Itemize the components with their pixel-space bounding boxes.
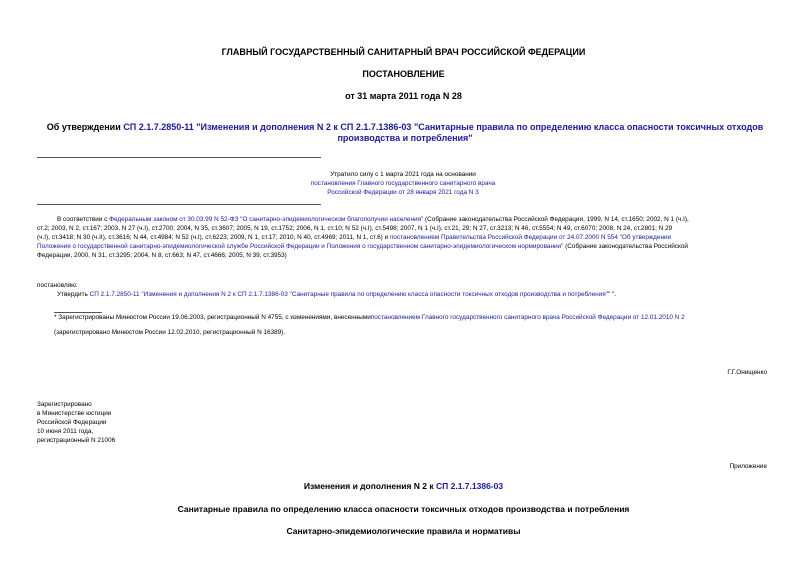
divider: [37, 204, 321, 205]
status-link-1[interactable]: постановления Главного государственного санитарного врача: [310, 180, 496, 187]
approve-prefix: Утвердить: [57, 291, 90, 298]
appendix-label: Приложение: [729, 463, 767, 470]
federal-law-link[interactable]: Федеральным законом от 30.03.99 N 52-ФЗ "О санитарно-эпидемиологическом благополучии населения": [109, 216, 424, 223]
appendix-title-link[interactable]: СП 2.1.7.1386-03: [436, 481, 504, 491]
government-decree-link-cont[interactable]: Положения о государственной санитарно-эпидемиологической службе Российской Федерации и Положения о государственном санитарно-эпидемиологическом нормировании": [37, 243, 564, 250]
title-prefix: Об утверждении: [46, 122, 124, 132]
issuing-authority: ГЛАВНЫЙ ГОСУДАРСТВЕННЫЙ САНИТАРНЫЙ ВРАЧ РОССИЙСКОЙ ФЕДЕРАЦИИ: [221, 47, 586, 57]
document-title: [40, 122, 770, 144]
preamble-paragraph: [37, 215, 772, 260]
registration-line: в Министерстве юстиции: [37, 410, 112, 417]
registration-block: [37, 400, 115, 445]
registration-line: Зарегистрировано: [37, 401, 92, 408]
approve-suffix: " ".: [608, 291, 617, 298]
footnote-text: Зарегистрированы Минюстом России 19.06.2003, регистрационный N 4755, с изменениями, внесенными: [56, 314, 371, 321]
signature: Г.Г.Онищенко: [727, 369, 767, 376]
registration-line: 10 июня 2011 года,: [37, 428, 94, 435]
status-line: Утратило силу с 1 марта 2021 года на основании: [330, 171, 476, 178]
preamble-text: (Собрание законодательства Российской Федерации, 1999, N 14, ст.1650; 2002, N 1 (ч.I),: [423, 216, 689, 223]
footnote: [54, 313, 685, 322]
document-date-number: от 31 марта 2011 года N 28: [345, 91, 462, 101]
government-decree-link[interactable]: постановлением Правительства Российской Федерации от 24.07.2000 N 554 "Об утверждении: [389, 234, 672, 241]
appendix-title-prefix: Изменения и дополнения N 2 к: [303, 481, 437, 491]
footnote-link[interactable]: постановлением Главного государственного санитарного врача Российской Федерации от 12.01.2010 N 2: [370, 314, 685, 321]
status-link-2[interactable]: Российской Федерации от 28 января 2021 года N 3: [327, 189, 479, 196]
appendix-title: [0, 481, 807, 491]
preamble-text: (ч.I), ст.3418; N 30 (ч.II), ст.3616; N 44, ст.4984; N 52 (ч.I), ст.6223; 2009, N 1, ст.17; 2010, N 40, ст.4969; 2011, N 1, ст.6) и: [37, 234, 390, 241]
preamble-line: ст.2; 2003, N 2, ст.167; 2003, N 27 (ч.I), ст.2700; 2004, N 35, ст.3607; 2005, N 19, ст.1752; 2006, N 1, ст.10; N 52 (ч.I), ст.5498; 2007, N 1 (ч.I), ст.21, 29; N 27, ст.3213; N 46, ст.5554; N 49, ст.6070; 2008, N 24, ст.2801; N 29: [37, 225, 673, 232]
registration-line: Российской Федерации: [37, 419, 107, 426]
document-type: ПОСТАНОВЛЕНИЕ: [362, 69, 445, 79]
approve-clause: [57, 290, 616, 299]
preamble-text: В соответствии с: [57, 216, 110, 223]
resolve-word: постановляю:: [37, 282, 78, 289]
divider: [37, 157, 321, 158]
status-note: [250, 170, 556, 197]
preamble-line: Федерации, 2000, N 31, ст.3295; 2004, N 8, ст.663; N 47, ст.4666; 2005, N 39, ст.3953): [37, 252, 287, 259]
approve-link[interactable]: СП 2.1.7.2850-11 "Изменения и дополнения N 2 к СП 2.1.7.1386-03 "Санитарные правила по определению класса опасности токсичных отходов производства и потребления": [89, 291, 609, 298]
appendix-subtitle-2: Санитарно-эпидемиологические правила и нормативы: [286, 526, 521, 536]
footnote-line2: (зарегистрировано Минюстом России 12.02.2010, регистрационный N 16389).: [54, 329, 286, 336]
footnote-marker: *: [54, 314, 57, 321]
preamble-text: (Собрание законодательства Российской: [563, 243, 688, 250]
title-link-line2[interactable]: производства и потребления": [337, 133, 473, 143]
appendix-subtitle: Санитарные правила по определению класса опасности токсичных отходов производства и потребления: [177, 504, 630, 514]
title-link[interactable]: СП 2.1.7.2850-11 "Изменения и дополнения N 2 к СП 2.1.7.1386-03 "Санитарные правила по определению класса опасности токсичных отходов: [123, 122, 764, 132]
registration-line: регистрационный N 21006: [37, 437, 116, 444]
